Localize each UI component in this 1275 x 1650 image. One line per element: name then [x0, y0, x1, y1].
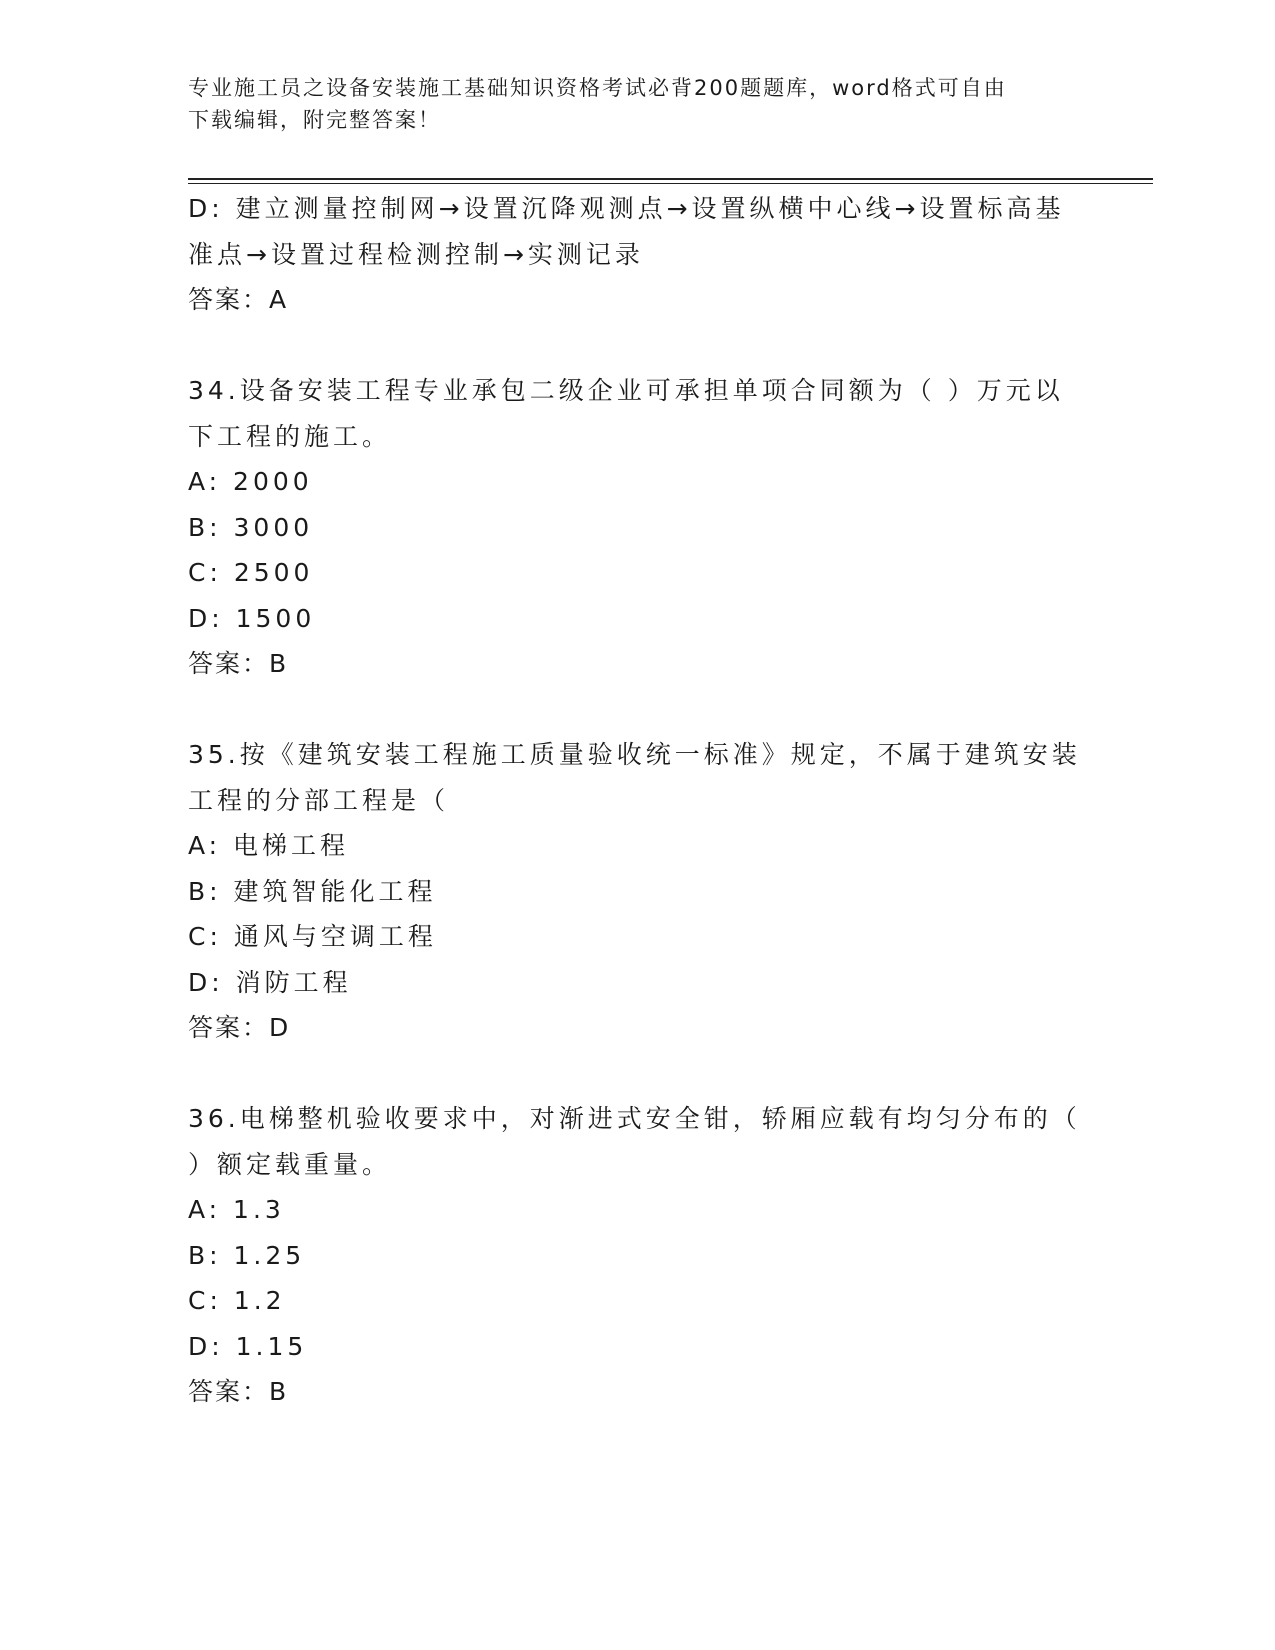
question-36 — [188, 1096, 1081, 1415]
answer: 答案：D — [188, 1013, 291, 1042]
question-34 — [188, 368, 1078, 687]
option-d: D: 1.15 — [188, 1331, 308, 1361]
option-a: A: 2000 — [188, 467, 313, 496]
question-stem-line-2: ）额定载重量。 — [188, 1149, 392, 1179]
option-b: B: 1.25 — [188, 1240, 306, 1270]
question-stem-line-1: 36.电梯整机验收要求中，对渐进式安全钳，轿厢应载有均匀分布的（ — [188, 1104, 1081, 1133]
spacer — [188, 323, 1078, 369]
question-list — [188, 186, 1081, 1415]
header-divider-thin — [188, 183, 1153, 184]
answer: 答案：B — [188, 1377, 289, 1406]
document-header — [188, 72, 1068, 136]
header-line-2: 下载编辑，附完整答案！ — [188, 108, 441, 132]
header-line-1: 专业施工员之设备安装施工基础知识资格考试必背200题题库，word格式可自由 — [188, 76, 1007, 100]
option-d-line-2: 准点→设置过程检测控制→实测记录 — [188, 239, 644, 269]
option-c: C: 2500 — [188, 558, 314, 587]
option-b: B: 建筑智能化工程 — [188, 876, 437, 906]
question-stem-line-1: 34.设备安装工程专业承包二级企业可承担单项合同额为（ ）万元以 — [188, 376, 1064, 405]
header-divider-thick — [188, 178, 1153, 180]
option-b: B: 3000 — [188, 512, 314, 542]
question-35 — [188, 732, 1081, 1051]
option-c: C: 1.2 — [188, 1286, 286, 1315]
question-stem-line-1: 35.按《建筑安装工程施工质量验收统一标准》规定，不属于建筑安装 — [188, 740, 1081, 769]
answer: 答案：B — [188, 649, 289, 678]
question-33-tail — [188, 186, 1078, 323]
answer: 答案：A — [188, 285, 289, 314]
spacer — [188, 1051, 1078, 1097]
spacer — [188, 687, 1078, 733]
option-a: A: 1.3 — [188, 1195, 285, 1224]
question-stem-line-2: 工程的分部工程是（ — [188, 785, 450, 815]
option-d-line-1: D: 建立测量控制网→设置沉降观测点→设置纵横中心线→设置标高基 — [188, 194, 1065, 223]
option-d: D: 1500 — [188, 603, 316, 633]
option-d: D: 消防工程 — [188, 967, 352, 997]
option-c: C: 通风与空调工程 — [188, 922, 437, 951]
option-a: A: 电梯工程 — [188, 831, 350, 860]
question-stem-line-2: 下工程的施工。 — [188, 421, 392, 451]
